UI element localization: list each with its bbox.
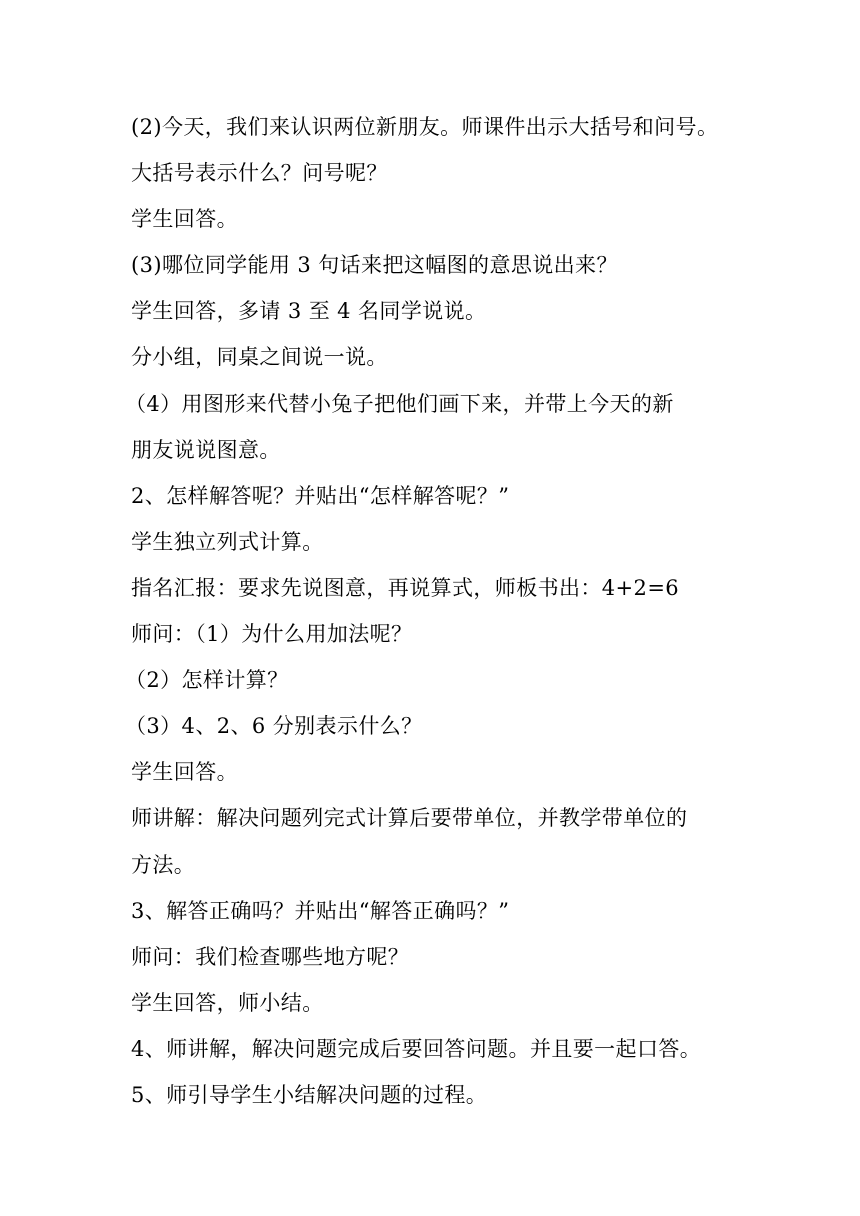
text-line: 师问：我们检查哪些地方呢？: [131, 944, 410, 969]
text-line: （4）用图形来代替小兔子把他们画下来，并带上今天的新: [125, 391, 674, 416]
text-line: （2）怎样计算？: [125, 668, 289, 693]
text-line: 学生独立列式计算。: [131, 529, 324, 554]
text-line: 4、师讲解，解决问题完成后要回答问题。并且要一起口答。: [131, 1036, 702, 1061]
text-line: 学生回答，师小结。: [131, 990, 324, 1015]
text-line: 师讲解：解决问题列完式计算后要带单位，并教学带单位的: [131, 806, 688, 831]
text-line: 学生回答，多请 3 至 4 名同学说说。: [131, 299, 487, 324]
text-line: 5、师引导学生小结解决问题的过程。: [131, 1082, 488, 1107]
text-line: 大括号表示什么？问号呢？: [131, 161, 388, 186]
text-line: 指名汇报：要求先说图意，再说算式，师板书出：4+2=6: [131, 575, 680, 600]
text-line: 方法。: [131, 852, 196, 877]
document-body: [125, 104, 741, 1118]
text-line: 3、解答正确吗？并贴出“解答正确吗？”: [131, 898, 510, 923]
text-line: 2、怎样解答呢？并贴出“怎样解答呢？”: [131, 483, 510, 508]
text-line: (3)哪位同学能用 3 句话来把这幅图的意思说出来？: [131, 253, 618, 278]
text-line: 学生回答。: [131, 207, 238, 232]
text-line: (2)今天，我们来认识两位新朋友。师课件出示大括号和问号。: [131, 115, 719, 139]
text-line: 朋友说说图意。: [131, 437, 281, 462]
text-line: 学生回答。: [131, 760, 238, 785]
text-line: 师问：（1）为什么用加法呢？: [131, 622, 413, 647]
text-line: 分小组，同桌之间说一说。: [131, 345, 388, 370]
text-line: （3）4、2、6 分别表示什么？: [125, 714, 423, 739]
